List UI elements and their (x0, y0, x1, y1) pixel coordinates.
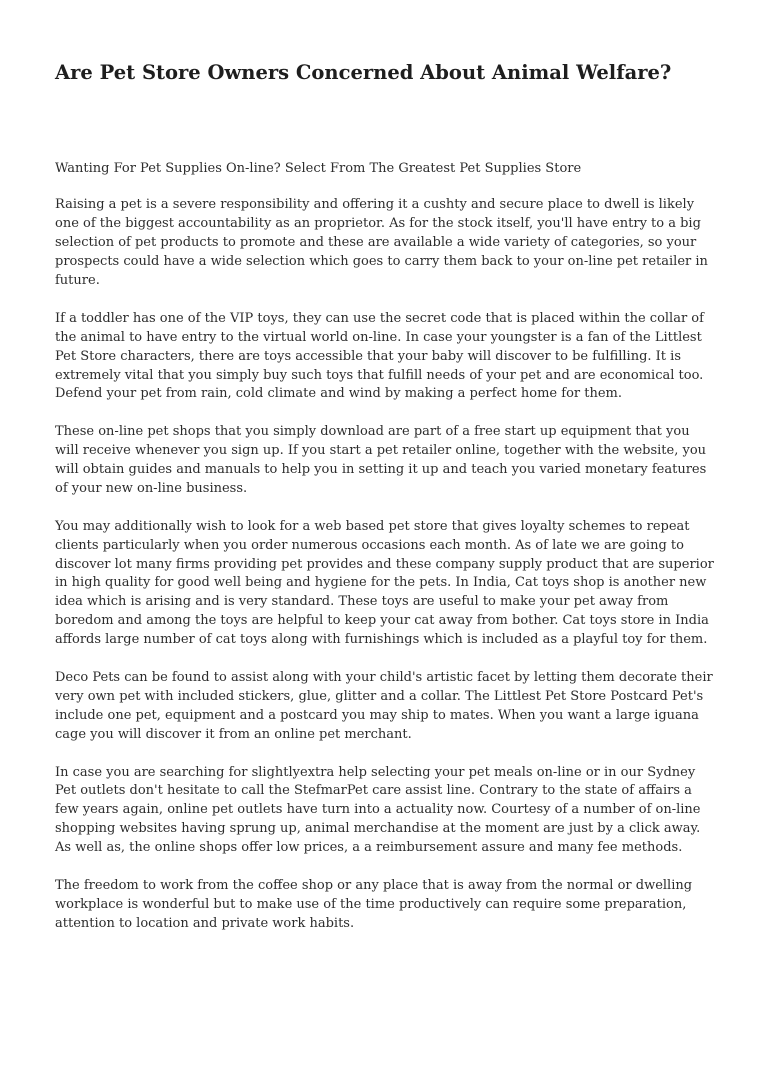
document-page (55, 58, 715, 953)
paragraph: In case you are searching for slightlyextra help selecting your pet meals on-line or in our Sydney Pet outlets don't hesitate to call the StefmarPet care assist line. Contrary to the state of affairs a few years again, online pet outlets have turn into a actuality now. Courtesy of a number of on-line shopping websites having sprung up, animal merchandise at the moment are just by a click away. As well as, the online shops offer low prices, a a reimbursement assure and many fee methods. (55, 764, 701, 856)
document-subtitle: Wanting For Pet Supplies On-line? Select From The Greatest Pet Supplies Store (55, 161, 582, 176)
document-title: Are Pet Store Owners Concerned About Animal Welfare? (55, 61, 672, 84)
paragraph: These on-line pet shops that you simply download are part of a free start up equipment that you will receive whenever you sign up. If you start a pet retailer online, together with the website, you will obtain guides and manuals to help you in setting it up and teach you varied monetary features of your new on-line business. (55, 424, 707, 496)
paragraph: Deco Pets can be found to assist along with your child's artistic facet by letting them decorate their very own pet with included stickers, glue, glitter and a collar. The Littlest Pet Store Postcard Pet's include one pet, equipment and a postcard you may ship to mates. When you want a large iguana cage you will discover it from an online pet merchant. (55, 670, 713, 742)
document-body (55, 196, 715, 933)
paragraph: You may additionally wish to look for a web based pet store that gives loyalty schemes to repeat clients particularly when you order numerous occasions each month. As of late we are going to discover lot many firms providing pet provides and these company supply product that are superior in high quality for good well being and hygiene for the pets. In India, Cat toys shop is another new idea which is arising and is very standard. These toys are useful to make your pet away from boredom and among the toys are helpful to keep your cat away from bother. Cat toys store in India affords large number of cat toys along with furnishings which is included as a playful toy for them. (55, 518, 714, 648)
paragraph: The freedom to work from the coffee shop or any place that is away from the normal or dwelling workplace is wonderful but to make use of the time productively can require some preparation, attention to location and private work habits. (55, 877, 693, 931)
paragraph: If a toddler has one of the VIP toys, they can use the secret code that is placed within the collar of the animal to have entry to the virtual world on-line. In case your youngster is a fan of the Littlest Pet Store characters, there are toys accessible that your baby will discover to be fulfilling. It is extremely vital that you simply buy such toys that fulfill needs of your pet and are economical too. Defend your pet from rain, cold climate and wind by making a perfect home for them. (55, 310, 704, 402)
paragraph: Raising a pet is a severe responsibility and offering it a cushty and secure place to dwell is likely one of the biggest accountability as an proprietor. As for the stock itself, you'll have entry to a big selection of pet products to promote and these are available a wide variety of categories, so your prospects could have a wide selection which goes to carry them back to your on-line pet retailer in future. (55, 197, 708, 289)
